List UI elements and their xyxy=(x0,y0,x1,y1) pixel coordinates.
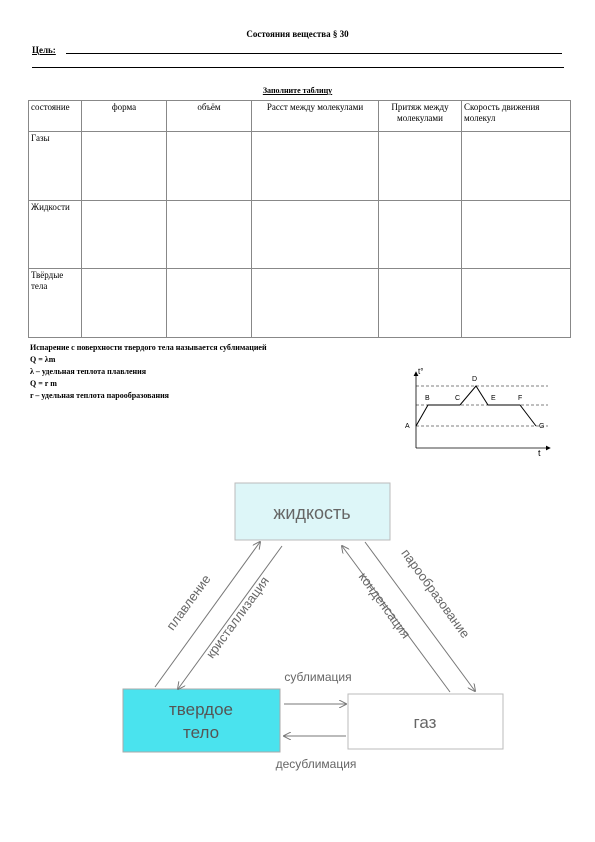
row-label-solids: Твёрдые тела xyxy=(29,269,82,338)
table-row xyxy=(29,269,571,338)
crystallization-label: кристаллизация xyxy=(202,573,272,662)
point-b: B xyxy=(425,395,430,402)
point-f: F xyxy=(518,395,523,402)
notes-block xyxy=(30,342,267,402)
heating-curve xyxy=(416,386,536,426)
y-axis-label: t° xyxy=(418,367,424,376)
desublimation-label: десублимация xyxy=(275,757,357,771)
goal-label: Цель: xyxy=(32,45,56,55)
table-cell[interactable] xyxy=(252,269,379,338)
heating-graph xyxy=(400,360,560,460)
col-state: состояние xyxy=(29,101,82,132)
note-formula-melting: Q = λm xyxy=(30,355,56,364)
sublimation-label: сублимация xyxy=(284,670,352,684)
table-cell[interactable] xyxy=(167,201,252,269)
solid-label-line1: твердое xyxy=(169,700,233,719)
point-g: G xyxy=(539,423,545,430)
goal-line xyxy=(66,53,562,54)
point-d: D xyxy=(472,376,478,383)
table-cell[interactable] xyxy=(167,269,252,338)
col-distance: Расст между молекулами xyxy=(252,101,379,132)
note-lambda: λ – удельная теплота плавления xyxy=(30,367,147,376)
table-cell[interactable] xyxy=(462,132,571,201)
table-cell[interactable] xyxy=(252,132,379,201)
solid-label-line2: тело xyxy=(182,723,220,742)
melting-label: плавление xyxy=(163,571,214,634)
col-speed: Скорость движения молекул xyxy=(462,101,571,132)
point-c: C xyxy=(455,395,461,402)
phase-diagram xyxy=(0,470,595,790)
note-sublimation: Испарение с поверхности твердого тела называется сублимацией xyxy=(30,343,267,352)
table-cell[interactable] xyxy=(462,269,571,338)
col-shape: форма xyxy=(82,101,167,132)
point-e: E xyxy=(491,395,496,402)
table-cell[interactable] xyxy=(379,269,462,338)
table-cell[interactable] xyxy=(82,201,167,269)
solid-box xyxy=(123,689,280,752)
note-formula-vapor: Q = r m xyxy=(30,379,57,388)
col-attraction: Притяж между молекулами xyxy=(379,101,462,132)
states-table xyxy=(28,100,571,338)
table-caption: Заполните таблицу xyxy=(262,86,333,95)
row-label-gases: Газы xyxy=(29,132,82,201)
table-cell[interactable] xyxy=(82,132,167,201)
table-cell[interactable] xyxy=(379,132,462,201)
col-volume: объём xyxy=(167,101,252,132)
table-header-row xyxy=(29,101,571,132)
point-a: A xyxy=(405,423,410,430)
table-cell[interactable] xyxy=(252,201,379,269)
gas-label: газ xyxy=(413,713,437,732)
table-cell[interactable] xyxy=(379,201,462,269)
table-cell[interactable] xyxy=(167,132,252,201)
table-cell[interactable] xyxy=(82,269,167,338)
liquid-label: жидкость xyxy=(273,503,351,523)
page-title: Состояния вещества § 30 xyxy=(246,29,349,39)
condensation-label: конденсация xyxy=(355,569,414,642)
divider-line xyxy=(32,67,564,68)
table-row xyxy=(29,201,571,269)
table-cell[interactable] xyxy=(462,201,571,269)
row-label-liquids: Жидкости xyxy=(29,201,82,269)
table-row xyxy=(29,132,571,201)
note-r: r – удельная теплота парообразования xyxy=(30,391,169,400)
x-axis-label: t xyxy=(538,448,541,458)
vaporization-label: парообразование xyxy=(398,545,473,641)
